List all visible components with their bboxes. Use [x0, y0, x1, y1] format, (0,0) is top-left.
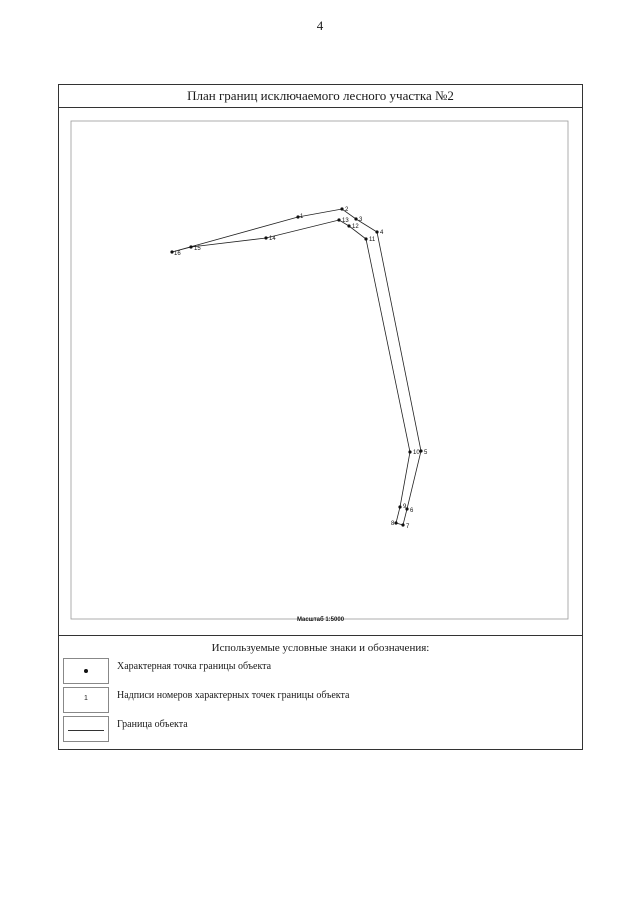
point-label-16: 16: [174, 251, 181, 257]
page-number: 4: [316, 18, 324, 33]
points-layer: [170, 207, 428, 530]
boundary-point-14: [264, 236, 267, 239]
line-symbol-icon: [68, 730, 104, 731]
point-label-1: 1: [300, 214, 304, 220]
number-symbol-icon: 1: [84, 695, 88, 702]
point-label-10: 10: [413, 450, 420, 456]
legend-label: Характерная точка границы объекта: [117, 661, 272, 672]
point-label-15: 15: [194, 246, 201, 252]
boundary-point-11: [364, 237, 367, 240]
legend-label: Граница объекта: [117, 719, 188, 730]
boundary-point-12: [347, 224, 350, 227]
point-label-6: 6: [410, 508, 414, 514]
scale-label: Масштаб 1:5000: [296, 617, 345, 623]
map-title: План границ исключаемого лесного участка №2: [59, 85, 582, 108]
point-label-3: 3: [359, 217, 363, 223]
legend-symbol-box: [63, 658, 109, 684]
point-label-2: 2: [345, 207, 349, 213]
boundary-point-8: [394, 521, 397, 524]
legend-symbol-box: [63, 716, 109, 742]
point-label-12: 12: [352, 224, 359, 230]
point-symbol-icon: [84, 669, 88, 673]
point-label-9: 9: [403, 504, 407, 510]
boundary-point-3: [354, 217, 357, 220]
boundary-layer: [172, 209, 421, 525]
point-label-11: 11: [369, 237, 376, 243]
boundary-point-5: [419, 449, 422, 452]
point-label-14: 14: [269, 236, 276, 242]
map-inner-border: [71, 121, 568, 619]
legend-label: Надписи номеров характерных точек границы объекта: [117, 690, 350, 701]
legend-item-line: [63, 716, 563, 742]
boundary-point-10: [408, 450, 411, 453]
point-label-4: 4: [380, 230, 384, 236]
boundary-line: [172, 209, 421, 525]
point-label-8: 8: [391, 521, 395, 527]
boundary-map: [59, 107, 582, 635]
legend-symbol-box: [63, 687, 109, 713]
point-label-5: 5: [424, 450, 428, 456]
point-label-7: 7: [406, 524, 410, 530]
boundary-point-2: [340, 207, 343, 210]
legend-title: Используемые условные знаки и обозначения:: [211, 642, 430, 654]
map-frame: [58, 84, 583, 750]
boundary-point-7: [401, 523, 404, 526]
boundary-point-13: [337, 218, 340, 221]
boundary-point-15: [189, 245, 192, 248]
boundary-point-9: [398, 505, 401, 508]
legend-item-number: [63, 687, 563, 713]
legend-item-point: [63, 658, 563, 684]
map-area: [59, 107, 582, 636]
point-label-13: 13: [342, 218, 349, 224]
boundary-point-4: [375, 230, 378, 233]
